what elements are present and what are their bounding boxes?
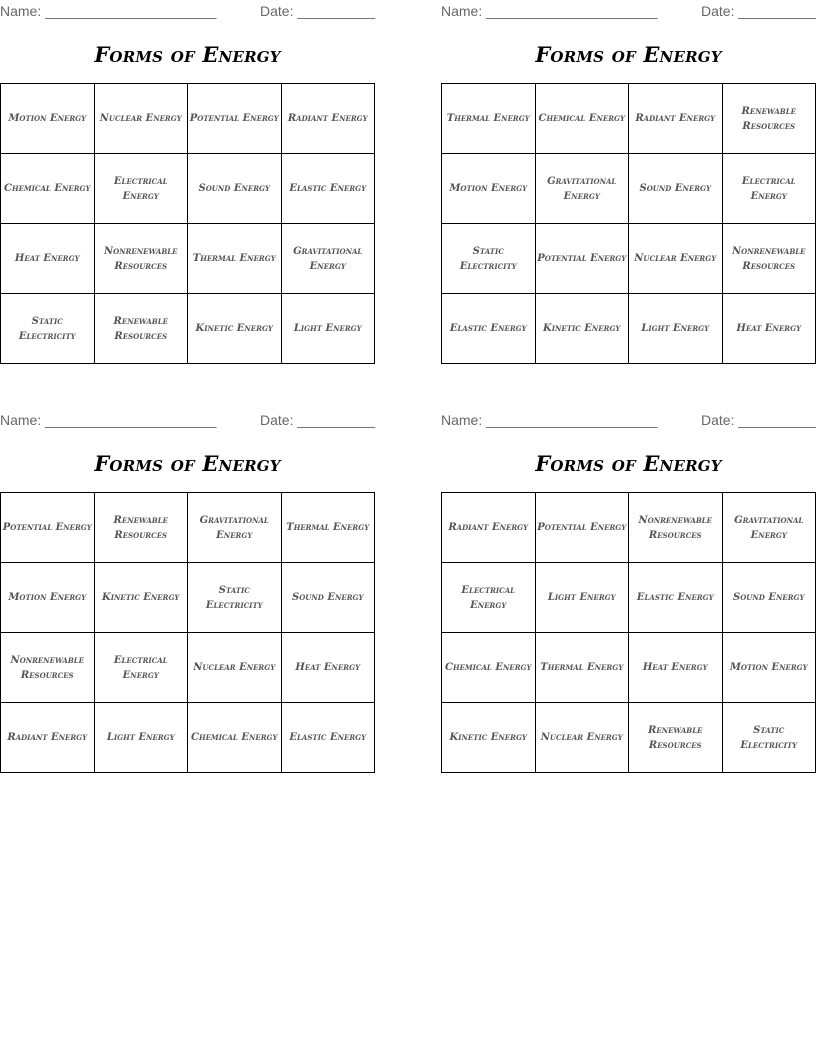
bingo-cell[interactable]: Nonrenewable Resources [95,224,189,294]
name-field-label[interactable]: Name: ______________________ [0,412,217,428]
bingo-cell[interactable]: Motion Energy [442,154,536,224]
bingo-cell[interactable]: Radiant Energy [442,493,536,563]
bingo-cell[interactable]: Kinetic Energy [95,563,189,633]
bingo-card-4 [441,409,816,789]
bingo-cell[interactable]: Renewable Resources [95,493,189,563]
bingo-cell[interactable]: Radiant Energy [282,84,376,154]
bingo-cell[interactable]: Heat Energy [1,224,95,294]
bingo-cell[interactable]: Kinetic Energy [188,294,282,364]
bingo-cell[interactable]: Nuclear Energy [629,224,723,294]
bingo-cell[interactable]: Thermal Energy [282,493,376,563]
bingo-cell[interactable]: Static Electricity [723,703,816,773]
bingo-cell[interactable]: Renewable Resources [629,703,723,773]
bingo-cell[interactable]: Potential Energy [1,493,95,563]
bingo-cell[interactable]: Motion Energy [1,84,95,154]
bingo-cell[interactable]: Potential Energy [536,493,630,563]
bingo-cell[interactable]: Heat Energy [723,294,816,364]
bingo-cell[interactable]: Elastic Energy [282,154,376,224]
bingo-cell[interactable]: Static Electricity [442,224,536,294]
bingo-cell[interactable]: Nonrenewable Resources [629,493,723,563]
bingo-cell[interactable]: Light Energy [282,294,376,364]
bingo-cell[interactable]: Thermal Energy [536,633,630,703]
card-title: Forms of Energy [535,451,722,476]
bingo-cell[interactable]: Sound Energy [629,154,723,224]
bingo-cell[interactable]: Light Energy [536,563,630,633]
bingo-cell[interactable]: Nuclear Energy [95,84,189,154]
bingo-cell[interactable]: Sound Energy [188,154,282,224]
bingo-cell[interactable]: Kinetic Energy [442,703,536,773]
bingo-cell[interactable]: Gravitational Energy [723,493,816,563]
bingo-cell[interactable]: Radiant Energy [629,84,723,154]
bingo-cell[interactable]: Elastic Energy [282,703,376,773]
bingo-cell[interactable]: Gravitational Energy [188,493,282,563]
bingo-cell[interactable]: Sound Energy [282,563,376,633]
card-title: Forms of Energy [94,451,281,476]
bingo-cell[interactable]: Kinetic Energy [536,294,630,364]
bingo-cell[interactable]: Light Energy [95,703,189,773]
date-field-label[interactable]: Date: __________ [701,412,816,428]
bingo-cell[interactable]: Motion Energy [723,633,816,703]
bingo-card-1 [0,0,375,380]
bingo-cell[interactable]: Electrical Energy [95,633,189,703]
card-title: Forms of Energy [535,42,722,67]
bingo-cell[interactable]: Renewable Resources [723,84,816,154]
bingo-cell[interactable]: Motion Energy [1,563,95,633]
bingo-cell[interactable]: Nuclear Energy [536,703,630,773]
name-field-label[interactable]: Name: ______________________ [0,3,217,19]
bingo-cell[interactable]: Nonrenewable Resources [1,633,95,703]
date-field-label[interactable]: Date: __________ [260,3,376,19]
card-title: Forms of Energy [94,42,281,67]
bingo-cell[interactable]: Renewable Resources [95,294,189,364]
bingo-cell[interactable]: Chemical Energy [1,154,95,224]
bingo-grid [441,492,816,773]
name-field-label[interactable]: Name: ______________________ [441,3,658,19]
bingo-cell[interactable]: Light Energy [629,294,723,364]
date-field-label[interactable]: Date: __________ [260,412,376,428]
bingo-cell[interactable]: Nuclear Energy [188,633,282,703]
bingo-cell[interactable]: Potential Energy [188,84,282,154]
bingo-cell[interactable]: Chemical Energy [536,84,630,154]
bingo-cell[interactable]: Electrical Energy [442,563,536,633]
bingo-cell[interactable]: Static Electricity [1,294,95,364]
bingo-cell[interactable]: Chemical Energy [188,703,282,773]
bingo-cell[interactable]: Potential Energy [536,224,630,294]
name-field-label[interactable]: Name: ______________________ [441,412,658,428]
date-field-label[interactable]: Date: __________ [701,3,816,19]
bingo-cell[interactable]: Electrical Energy [95,154,189,224]
bingo-cell[interactable]: Heat Energy [629,633,723,703]
bingo-grid [441,83,816,364]
bingo-cell[interactable]: Gravitational Energy [282,224,376,294]
bingo-cell[interactable]: Elastic Energy [629,563,723,633]
bingo-cell[interactable]: Thermal Energy [442,84,536,154]
bingo-cell[interactable]: Nonrenewable Resources [723,224,816,294]
bingo-card-2 [441,0,816,380]
bingo-cell[interactable]: Sound Energy [723,563,816,633]
bingo-cell[interactable]: Thermal Energy [188,224,282,294]
bingo-cell[interactable]: Electrical Energy [723,154,816,224]
bingo-grid [0,83,375,364]
bingo-grid [0,492,375,773]
bingo-card-3 [0,409,375,789]
bingo-cell[interactable]: Heat Energy [282,633,376,703]
bingo-cell[interactable]: Chemical Energy [442,633,536,703]
bingo-cell[interactable]: Gravitational Energy [536,154,630,224]
bingo-cell[interactable]: Radiant Energy [1,703,95,773]
bingo-cell[interactable]: Static Electricity [188,563,282,633]
bingo-cell[interactable]: Elastic Energy [442,294,536,364]
